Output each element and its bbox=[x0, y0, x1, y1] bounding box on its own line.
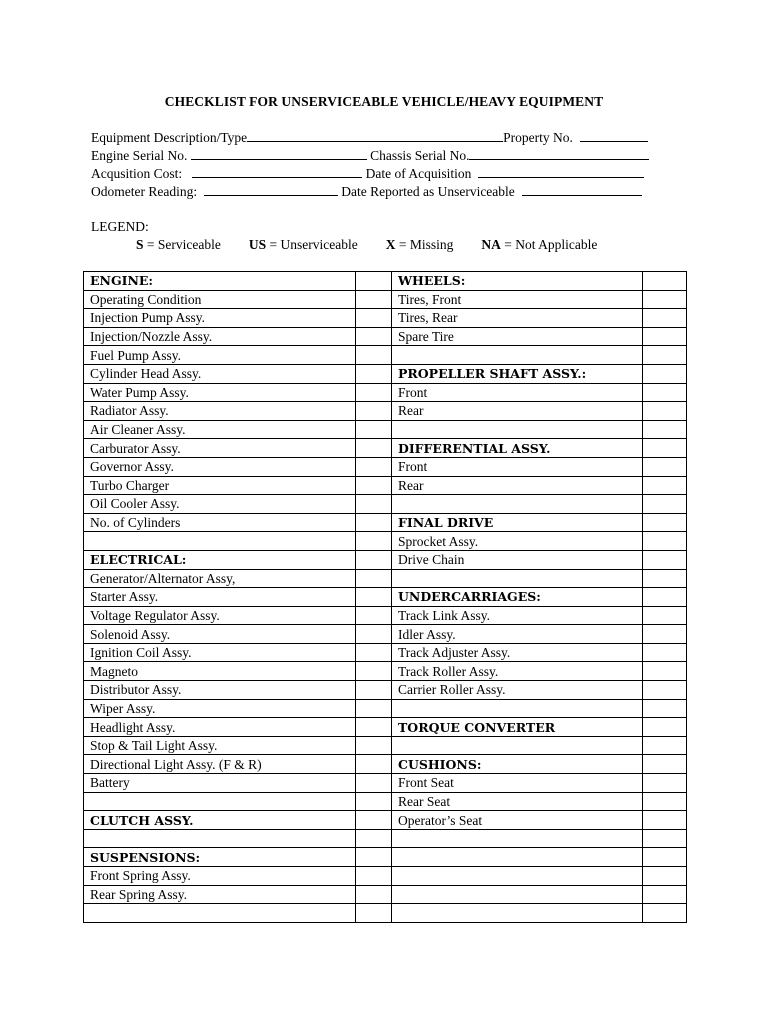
item-right: Rear Seat bbox=[392, 792, 643, 811]
table-row bbox=[84, 718, 687, 737]
table-row bbox=[84, 811, 687, 830]
field-row-3 bbox=[91, 165, 644, 183]
item-left: Distributor Assy. bbox=[84, 681, 356, 700]
section-header-right: UNDERCARRIAGES: bbox=[392, 588, 643, 607]
table-row bbox=[84, 476, 687, 495]
status-cell-left[interactable] bbox=[356, 662, 392, 681]
status-cell-left[interactable] bbox=[356, 327, 392, 346]
table-row bbox=[84, 792, 687, 811]
status-cell-left[interactable] bbox=[356, 811, 392, 830]
status-cell-left[interactable] bbox=[356, 383, 392, 402]
item-left: Wiper Assy. bbox=[84, 699, 356, 718]
item-left: Fuel Pump Assy. bbox=[84, 346, 356, 365]
item-left: Turbo Charger bbox=[84, 476, 356, 495]
section-header-right: FINAL DRIVE bbox=[392, 513, 643, 532]
item-right: Tires, Front bbox=[392, 290, 643, 309]
status-cell-right[interactable] bbox=[643, 272, 687, 291]
status-cell-right[interactable] bbox=[643, 364, 687, 383]
status-cell-left[interactable] bbox=[356, 420, 392, 439]
engine-serial-blank[interactable] bbox=[191, 147, 367, 160]
status-cell-left[interactable] bbox=[356, 643, 392, 662]
item-left: Oil Cooler Assy. bbox=[84, 495, 356, 514]
field-row-4 bbox=[91, 183, 642, 201]
legend-title: LEGEND: bbox=[91, 219, 149, 234]
field-row-2 bbox=[91, 147, 649, 165]
table-row bbox=[84, 439, 687, 458]
table-row bbox=[84, 625, 687, 644]
item-left bbox=[84, 904, 356, 923]
item-right: Front bbox=[392, 457, 643, 476]
status-cell-right[interactable] bbox=[643, 476, 687, 495]
item-left bbox=[84, 532, 356, 551]
equipment-description-label: Equipment Description/Type bbox=[91, 130, 248, 145]
status-cell-left[interactable] bbox=[356, 829, 392, 848]
item-left: Water Pump Assy. bbox=[84, 383, 356, 402]
status-cell-left[interactable] bbox=[356, 513, 392, 532]
item-right bbox=[392, 736, 643, 755]
status-cell-right[interactable] bbox=[643, 495, 687, 514]
status-cell-right[interactable] bbox=[643, 755, 687, 774]
item-right: Rear bbox=[392, 402, 643, 421]
section-header-left: ELECTRICAL: bbox=[84, 550, 356, 569]
item-right bbox=[392, 569, 643, 588]
table-row bbox=[84, 588, 687, 607]
chassis-serial-label: Chassis Serial No. bbox=[370, 148, 470, 163]
status-cell-right[interactable] bbox=[643, 792, 687, 811]
item-right bbox=[392, 904, 643, 923]
table-row bbox=[84, 606, 687, 625]
item-left: Cylinder Head Assy. bbox=[84, 364, 356, 383]
status-cell-right[interactable] bbox=[643, 662, 687, 681]
status-cell-left[interactable] bbox=[356, 606, 392, 625]
table-row bbox=[84, 867, 687, 886]
item-left: Directional Light Assy. (F & R) bbox=[84, 755, 356, 774]
status-cell-right[interactable] bbox=[643, 550, 687, 569]
table-row bbox=[84, 290, 687, 309]
engine-serial-label: Engine Serial No. bbox=[91, 148, 188, 163]
status-cell-right[interactable] bbox=[643, 699, 687, 718]
table-row bbox=[84, 532, 687, 551]
table-row bbox=[84, 643, 687, 662]
page-title: CHECKLIST FOR UNSERVICEABLE VEHICLE/HEAVY EQUIPMENT bbox=[164, 94, 604, 109]
status-cell-right[interactable] bbox=[643, 736, 687, 755]
acquisition-cost-label: Acqusition Cost: bbox=[91, 166, 183, 181]
status-cell-right[interactable] bbox=[643, 848, 687, 867]
status-cell-left[interactable] bbox=[356, 588, 392, 607]
table-row bbox=[84, 904, 687, 923]
status-cell-left[interactable] bbox=[356, 774, 392, 793]
status-cell-left[interactable] bbox=[356, 402, 392, 421]
status-cell-left[interactable] bbox=[356, 364, 392, 383]
odometer-blank[interactable] bbox=[204, 183, 338, 196]
table-row bbox=[84, 420, 687, 439]
status-cell-right[interactable] bbox=[643, 569, 687, 588]
item-left: Starter Assy. bbox=[84, 588, 356, 607]
item-right bbox=[392, 848, 643, 867]
table-row bbox=[84, 364, 687, 383]
status-cell-left[interactable] bbox=[356, 309, 392, 328]
table-row bbox=[84, 885, 687, 904]
chassis-serial-blank[interactable] bbox=[469, 147, 649, 160]
status-cell-right[interactable] bbox=[643, 588, 687, 607]
legend-item bbox=[136, 237, 221, 253]
table-row bbox=[84, 736, 687, 755]
item-right: Carrier Roller Assy. bbox=[392, 681, 643, 700]
item-right: Front Seat bbox=[392, 774, 643, 793]
status-cell-right[interactable] bbox=[643, 439, 687, 458]
table-row bbox=[84, 327, 687, 346]
status-cell-left[interactable] bbox=[356, 290, 392, 309]
item-left: Solenoid Assy. bbox=[84, 625, 356, 644]
item-right bbox=[392, 420, 643, 439]
status-cell-right[interactable] bbox=[643, 606, 687, 625]
status-cell-left[interactable] bbox=[356, 495, 392, 514]
legend-item bbox=[481, 237, 597, 253]
item-right: Idler Assy. bbox=[392, 625, 643, 644]
status-cell-left[interactable] bbox=[356, 755, 392, 774]
item-left: Battery bbox=[84, 774, 356, 793]
section-header-left: CLUTCH ASSY. bbox=[84, 811, 356, 830]
item-left: No. of Cylinders bbox=[84, 513, 356, 532]
status-cell-left[interactable] bbox=[356, 681, 392, 700]
status-cell-left[interactable] bbox=[356, 736, 392, 755]
legend-meaning: = Missing bbox=[398, 237, 454, 252]
status-cell-right[interactable] bbox=[643, 402, 687, 421]
table-row bbox=[84, 681, 687, 700]
status-cell-right[interactable] bbox=[643, 811, 687, 830]
item-right: Track Link Assy. bbox=[392, 606, 643, 625]
status-cell-right[interactable] bbox=[643, 290, 687, 309]
item-left bbox=[84, 792, 356, 811]
field-row-1 bbox=[91, 129, 648, 147]
odometer-label: Odometer Reading: bbox=[91, 184, 198, 199]
item-right: Track Roller Assy. bbox=[392, 662, 643, 681]
status-cell-right[interactable] bbox=[643, 829, 687, 848]
status-cell-left[interactable] bbox=[356, 272, 392, 291]
item-right: Operator’s Seat bbox=[392, 811, 643, 830]
status-cell-left[interactable] bbox=[356, 885, 392, 904]
item-left: Injection Pump Assy. bbox=[84, 309, 356, 328]
legend-code: NA bbox=[481, 237, 501, 252]
table-row bbox=[84, 272, 687, 291]
item-right: Sprocket Assy. bbox=[392, 532, 643, 551]
equipment-description-blank[interactable] bbox=[247, 129, 503, 142]
status-cell-right[interactable] bbox=[643, 532, 687, 551]
status-cell-left[interactable] bbox=[356, 569, 392, 588]
item-right: Drive Chain bbox=[392, 550, 643, 569]
status-cell-left[interactable] bbox=[356, 439, 392, 458]
date-reported-label: Date Reported as Unserviceable bbox=[341, 184, 515, 199]
item-right bbox=[392, 867, 643, 886]
status-cell-left[interactable] bbox=[356, 457, 392, 476]
legend-item bbox=[386, 237, 454, 253]
status-cell-right[interactable] bbox=[643, 885, 687, 904]
item-right: Spare Tire bbox=[392, 327, 643, 346]
status-cell-right[interactable] bbox=[643, 457, 687, 476]
property-no-label: Property No. bbox=[503, 130, 573, 145]
item-left: Radiator Assy. bbox=[84, 402, 356, 421]
status-cell-right[interactable] bbox=[643, 643, 687, 662]
table-row bbox=[84, 495, 687, 514]
item-right bbox=[392, 346, 643, 365]
item-left bbox=[84, 829, 356, 848]
date-reported-blank[interactable] bbox=[522, 183, 642, 196]
item-left: Voltage Regulator Assy. bbox=[84, 606, 356, 625]
item-left: Headlight Assy. bbox=[84, 718, 356, 737]
status-cell-right[interactable] bbox=[643, 774, 687, 793]
item-right bbox=[392, 829, 643, 848]
item-right: Track Adjuster Assy. bbox=[392, 643, 643, 662]
table-row bbox=[84, 383, 687, 402]
section-header-right: TORQUE CONVERTER bbox=[392, 718, 643, 737]
status-cell-right[interactable] bbox=[643, 346, 687, 365]
status-cell-right[interactable] bbox=[643, 681, 687, 700]
table-row bbox=[84, 550, 687, 569]
legend-meaning: = Not Applicable bbox=[504, 237, 598, 252]
status-cell-left[interactable] bbox=[356, 625, 392, 644]
property-no-blank[interactable] bbox=[580, 129, 648, 142]
legend-meaning: = Unserviceable bbox=[269, 237, 358, 252]
table-row bbox=[84, 513, 687, 532]
table-row bbox=[84, 662, 687, 681]
status-cell-left[interactable] bbox=[356, 476, 392, 495]
item-left: Operating Condition bbox=[84, 290, 356, 309]
status-cell-left[interactable] bbox=[356, 532, 392, 551]
status-cell-right[interactable] bbox=[643, 718, 687, 737]
status-cell-right[interactable] bbox=[643, 327, 687, 346]
status-cell-left[interactable] bbox=[356, 904, 392, 923]
item-left: Front Spring Assy. bbox=[84, 867, 356, 886]
legend-code: US bbox=[248, 237, 267, 252]
table-row bbox=[84, 346, 687, 365]
item-right bbox=[392, 495, 643, 514]
table-row bbox=[84, 699, 687, 718]
item-left: Carburator Assy. bbox=[84, 439, 356, 458]
acquisition-cost-blank[interactable] bbox=[192, 165, 362, 178]
item-left: Governor Assy. bbox=[84, 457, 356, 476]
status-cell-left[interactable] bbox=[356, 699, 392, 718]
status-cell-left[interactable] bbox=[356, 346, 392, 365]
checklist-table bbox=[83, 271, 687, 923]
date-of-acquisition-label: Date of Acquisition bbox=[365, 166, 472, 181]
status-cell-right[interactable] bbox=[643, 867, 687, 886]
table-row bbox=[84, 774, 687, 793]
status-cell-right[interactable] bbox=[643, 383, 687, 402]
item-left: Air Cleaner Assy. bbox=[84, 420, 356, 439]
status-cell-left[interactable] bbox=[356, 867, 392, 886]
status-cell-right[interactable] bbox=[643, 420, 687, 439]
legend-code: X bbox=[385, 237, 396, 252]
section-header-right: DIFFERENTIAL ASSY. bbox=[392, 439, 643, 458]
item-left: Injection/Nozzle Assy. bbox=[84, 327, 356, 346]
item-left: Generator/Alternator Assy, bbox=[84, 569, 356, 588]
legend-meaning: = Serviceable bbox=[146, 237, 221, 252]
item-left: Rear Spring Assy. bbox=[84, 885, 356, 904]
status-cell-left[interactable] bbox=[356, 792, 392, 811]
table-row bbox=[84, 829, 687, 848]
section-header-left: SUSPENSIONS: bbox=[84, 848, 356, 867]
table-row bbox=[84, 755, 687, 774]
item-right: Rear bbox=[392, 476, 643, 495]
item-left: Ignition Coil Assy. bbox=[84, 643, 356, 662]
status-cell-left[interactable] bbox=[356, 718, 392, 737]
status-cell-left[interactable] bbox=[356, 848, 392, 867]
legend bbox=[136, 237, 625, 253]
item-right bbox=[392, 699, 643, 718]
section-header-left: ENGINE: bbox=[84, 272, 356, 291]
status-cell-right[interactable] bbox=[643, 904, 687, 923]
status-cell-right[interactable] bbox=[643, 309, 687, 328]
table-row bbox=[84, 402, 687, 421]
section-header-right: CUSHIONS: bbox=[392, 755, 643, 774]
date-of-acquisition-blank[interactable] bbox=[478, 165, 644, 178]
status-cell-right[interactable] bbox=[643, 513, 687, 532]
table-row bbox=[84, 309, 687, 328]
section-header-right: WHEELS: bbox=[392, 272, 643, 291]
item-left: Magneto bbox=[84, 662, 356, 681]
item-right: Tires, Rear bbox=[392, 309, 643, 328]
item-left: Stop & Tail Light Assy. bbox=[84, 736, 356, 755]
item-right: Front bbox=[392, 383, 643, 402]
table-row bbox=[84, 569, 687, 588]
item-right bbox=[392, 885, 643, 904]
section-header-right: PROPELLER SHAFT ASSY.: bbox=[392, 364, 643, 383]
table-row bbox=[84, 457, 687, 476]
status-cell-right[interactable] bbox=[643, 625, 687, 644]
legend-code: S bbox=[136, 237, 144, 252]
status-cell-left[interactable] bbox=[356, 550, 392, 569]
table-row bbox=[84, 848, 687, 867]
legend-item bbox=[249, 237, 358, 253]
